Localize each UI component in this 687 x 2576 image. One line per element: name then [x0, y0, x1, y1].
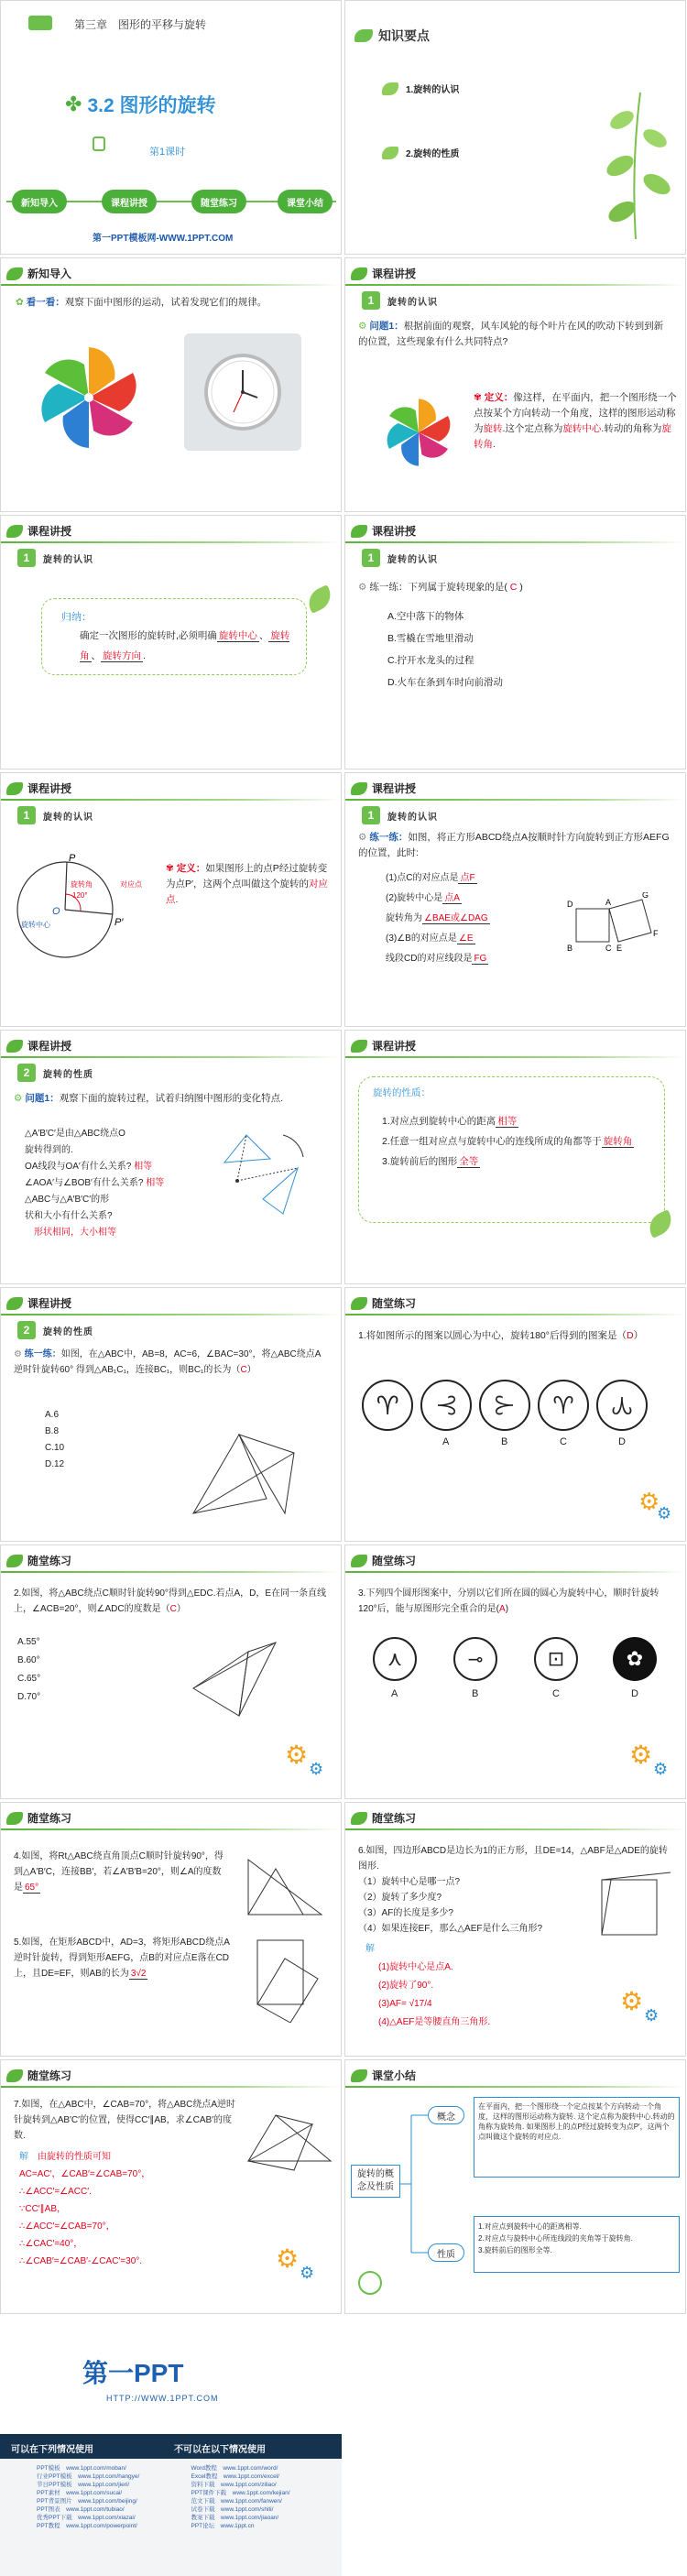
option-d[interactable]: D.70°	[17, 1692, 41, 1702]
header-divider	[1, 1828, 341, 1830]
brand-url[interactable]: HTTP://WWW.1PPT.COM	[106, 2394, 219, 2403]
section-label: 1 旋转的认识	[362, 806, 438, 824]
solution-label: 解	[19, 2152, 28, 2162]
triangle-diagram	[184, 1425, 322, 1526]
option-d[interactable]: D.12	[45, 1459, 65, 1469]
slide-links[interactable]	[0, 2459, 342, 2576]
label-p-prime: P′	[114, 917, 124, 928]
leaf-icon	[351, 1555, 367, 1567]
usage-allowed-title: 可以在下列情况使用	[11, 2445, 93, 2455]
header-divider	[345, 541, 685, 543]
leaf-icon	[351, 267, 367, 280]
answer: C	[509, 582, 518, 593]
question-1: ⚙ 问题1：观察下面的旋转过程，试着归纳图中图形的变化特点.	[14, 1093, 284, 1104]
induction-text: 确定一次图形的旋转时,必须明确 旋转中心 、 旋转角 、 旋转方向 .	[80, 630, 290, 661]
solution: 解 由旋转的性质可知 AC=AC′，∠CAB′=∠CAB=70°， ∴∠ACC′=∠ACC′. ∵CC′∥AB， ∴∠ACC′=∠CAB=70°， ∴∠CAC′=40°， ∴∠CAB′=∠CAB′-∠CAC′=30°.	[19, 2152, 151, 2266]
slide-header: 新知导入	[6, 266, 71, 281]
option-a[interactable]: A.6	[45, 1410, 60, 1420]
key-point-item[interactable]: 1.旋转的认识	[382, 82, 459, 95]
slide-induction[interactable]	[0, 515, 342, 770]
link-item[interactable]: 优秀PPT下载 www.1ppt.com/xiazai/	[37, 2515, 136, 2521]
pinwheel-bullet-icon: ✾	[474, 392, 485, 403]
gear-decoration-icon: ⚙	[653, 1760, 669, 1778]
links-list	[37, 2464, 339, 2530]
nav-bar	[6, 188, 336, 215]
option-a[interactable]: A.55°	[17, 1637, 40, 1647]
square-diagram	[563, 892, 664, 975]
section-number: 2	[17, 1064, 36, 1082]
sprout-icon	[354, 29, 373, 42]
option-d[interactable]: D.火车在条到车时向前滑动	[387, 677, 503, 688]
nav-item-practice[interactable]: 随堂练习	[191, 190, 246, 213]
exercise-question: ⚙ 练一练：如图，将正方形ABCD绕点A按顺时针方向旋转到正方形AEFG的位置，此时:	[358, 832, 670, 858]
header-divider	[345, 1828, 685, 1830]
slide-header: 课程讲授	[6, 1295, 71, 1311]
header-divider	[345, 284, 685, 286]
usage-forbidden-title: 不可以在以下情况使用	[174, 2445, 266, 2455]
gear-bullet-icon: ⚙	[358, 832, 370, 843]
logo-text: 第一PPT	[82, 2359, 184, 2387]
point-a: A	[605, 898, 612, 907]
practice-question: 6.如图，四边形ABCD是边长为1的正方形，且DE=14，△ABF是△ADE的旋转图形.	[358, 1846, 668, 1872]
chapter-title: 第三章 图形的平移与旋转	[74, 18, 207, 31]
header-divider	[1, 1314, 341, 1315]
gear-decoration-icon: ⚙	[309, 1760, 324, 1778]
gear-decoration-icon: ⚙	[644, 2006, 660, 2025]
label-angle: 旋转角	[71, 880, 93, 889]
slide-practice-7[interactable]	[0, 2059, 342, 2314]
leaf-bullet-icon	[382, 82, 398, 95]
gear-bullet-icon: ⚙	[14, 1349, 25, 1359]
label-b: B	[501, 1436, 508, 1447]
point-f: F	[653, 929, 659, 938]
pattern-option-b[interactable]: ♈	[479, 1380, 530, 1431]
label-c: C	[552, 1688, 560, 1699]
options-list	[387, 606, 503, 693]
pattern-original: ♈	[362, 1380, 413, 1431]
header-divider	[345, 799, 685, 801]
slide-properties-summary[interactable]	[344, 1030, 686, 1284]
branch-concept[interactable]: 概念	[428, 2106, 464, 2124]
option-c[interactable]: C.拧开水龙头的过程	[387, 655, 474, 666]
slide-practice-6[interactable]	[344, 1802, 686, 2057]
leaf-decoration	[304, 584, 336, 614]
slide-header: 课程讲授	[351, 780, 416, 796]
exercise-question: ⚙ 练一练：如图，在△ABC中，AB=8，AC=6，∠BAC=30°，将△ABC绕点A逆时针旋转60° 得到△AB₁C₁，连接BC₁，则BC₁的长为（C）	[14, 1349, 322, 1375]
key-points-badge: 知识要点	[354, 27, 430, 45]
slide-header: 随堂练习	[6, 1553, 71, 1568]
practice-question-5: 5.如图，在矩形ABCD中，AD=3，将矩形ABCD绕点A逆时针旋转，得到矩形AEFG，点B的对应点E落在CD上，且DE=EF，则AB的长为 3√2	[14, 1937, 230, 1979]
option-b[interactable]: B.雪橇在雪地里滑动	[387, 633, 474, 644]
leaf-icon	[6, 267, 23, 280]
gear-decoration-icon: ⚙	[620, 1987, 644, 2015]
link-item[interactable]: 节日PPT模板 www.1ppt.com/jieri/	[37, 2482, 130, 2488]
slide-intro[interactable]	[0, 257, 342, 512]
circle-option-d[interactable]: ✿	[613, 1637, 657, 1681]
option-b[interactable]: B.8	[45, 1426, 60, 1436]
answer-line: (1)点C的对应点是 点F	[386, 873, 475, 883]
leaf-icon	[6, 782, 23, 795]
property-lines: △A′B′C′是由△ABC绕点O 旋转得到的. OA线段与OA′有什么关系? 相等 ∠AOA′与∠BOB′有什么关系? 相等 △ABC与△A′B′C′的形 状和大小有什么关系? 形状相同，大小相等	[25, 1129, 165, 1238]
header-divider	[1, 799, 341, 801]
properties-box: 1.对应点到旋转中心的距离相等. 2.对应点与旋转中心所连线段的夹角等于旋转角. 3.旋转前后的图形全等.	[474, 2216, 680, 2273]
pattern-option-c[interactable]: ♈	[538, 1380, 589, 1431]
link-item[interactable]: Excel教程 www.1ppt.com/excel/	[191, 2473, 279, 2480]
clock-decoration-icon	[358, 2271, 382, 2295]
pattern-option-a[interactable]: ♈	[420, 1380, 472, 1431]
lesson-title: ✤ 3.2 图形的旋转	[65, 93, 216, 116]
nav-item-summary[interactable]: 课堂小结	[278, 190, 333, 213]
clock-image	[184, 333, 301, 451]
concept-box: 在平面内，把一个图形绕一个定点按某个方向转动一个角度，这样的图形运动称为旋转. 这个定点称为旋转中心.转动的角称为旋转角. 如果图形上的点P经过旋转变为点P′，这两个点叫做这个旋转的对应点.	[474, 2097, 680, 2178]
practice-question: 7.如图，在△ABC中，∠CAB=70°，将△ABC绕点A逆时针旋转到△AB′C′的位置，使得CC′∥AB，求∠CAB′的度数.	[14, 2100, 236, 2141]
leaf-icon	[351, 525, 367, 538]
key-point-item[interactable]: 2.旋转的性质	[382, 146, 459, 159]
properties-list: 1.对应点到旋转中心的距离 相等 2.任意一组对应点与旋转中心的连线所成的角都等于 旋转角 3.旋转前后的图形 全等	[382, 1116, 633, 1167]
gear-decoration-icon: ⚙	[638, 1488, 660, 1515]
option-c[interactable]: C.65°	[17, 1674, 41, 1684]
right-triangle-diagram	[239, 1850, 331, 1924]
leaf-icon	[6, 1812, 23, 1825]
gear-decoration-icon: ⚙	[276, 2244, 300, 2273]
option-a[interactable]: A.空中落下的物体	[387, 611, 464, 622]
sub-questions: （1）旋转中心是哪一点? （2）旋转了多少度? （3）AF的长度是多少? （4）如果连接EF，那么△AEF是什么三角形?	[358, 1877, 543, 1934]
solution-label: 解	[365, 1944, 375, 1954]
section-label: 2 旋转的性质	[17, 1321, 93, 1339]
practice-question-4: 4.如图，将Rt△ABC绕直角顶点C顺时针旋转90°，得到△A′B′C，连接BB′，若∠A′B′B=20°，则∠A的度数是 65°	[14, 1851, 224, 1893]
nav-item-intro[interactable]: 新知导入	[12, 190, 67, 213]
triangle-rotation-diagram	[219, 1126, 329, 1236]
chapter-icon	[28, 16, 52, 30]
option-c[interactable]: C.10	[45, 1443, 65, 1453]
slide-header: 随堂练习	[6, 1810, 71, 1826]
circle-option-b[interactable]: ⊸	[453, 1637, 497, 1681]
section-label: 1 旋转的认识	[17, 549, 93, 567]
link-item[interactable]: PPT模板 www.1ppt.com/moban/	[37, 2465, 126, 2472]
header-divider	[1, 1056, 341, 1058]
watermark: 第一PPT模板网-WWW.1PPT.COM	[93, 234, 234, 244]
slide-header: 随堂练习	[351, 1295, 416, 1311]
slide-header: 随堂练习	[351, 1810, 416, 1826]
link-item[interactable]: PPT论坛 www.1ppt.cn	[191, 2523, 255, 2529]
clover-icon: ✤	[65, 93, 82, 115]
section-label: 2 旋转的性质	[17, 1064, 93, 1082]
circle-option-c[interactable]: ⊡	[534, 1637, 578, 1681]
label-o: O	[52, 906, 60, 917]
mindmap-root: 旋转的概念及性质	[351, 2165, 400, 2198]
practice-question: 3.下列四个圆形图案中，分别以它们所在圆的圆心为旋转中心，顺时针旋转120°后，能与原图形完全重合的是(A)	[358, 1588, 660, 1614]
label-d: D	[631, 1688, 638, 1699]
slide-practice-3[interactable]	[344, 1545, 686, 1799]
gear-decoration-icon: ⚙	[629, 1741, 653, 1769]
brand-logo	[82, 2353, 183, 2390]
lesson-number: 第1课时	[149, 147, 186, 158]
gear-bullet-icon: ⚙	[14, 1093, 26, 1104]
label-a: A	[442, 1436, 450, 1447]
slide-header: 课程讲授	[6, 1038, 71, 1053]
section-number: 1	[17, 549, 36, 567]
leaf-icon	[351, 1812, 367, 1825]
leaf-icon	[351, 1297, 367, 1310]
gear-decoration-icon: ⚙	[657, 1504, 672, 1523]
header-divider	[1, 284, 341, 286]
triangle-diagram	[239, 2097, 340, 2179]
label-corresponding: 对应点	[120, 880, 142, 889]
leaf-icon	[6, 1555, 23, 1567]
pinwheel-image	[382, 396, 455, 469]
label-center: 旋转中心	[21, 921, 50, 929]
slide-header: 课程讲授	[351, 1038, 416, 1053]
solution: 解 (1)旋转中心是点A. (2)旋转了90°. (3)AF= √17/4 (4)△AEF是等腰直角三角形.	[365, 1940, 576, 2032]
link-item[interactable]: PPT课件下载 www.1ppt.com/kejian/	[191, 2490, 290, 2496]
point-g: G	[642, 892, 649, 900]
leaf-bullet-icon	[382, 147, 398, 159]
circle-pattern-row	[373, 1637, 666, 1710]
leaf-icon	[351, 2069, 367, 2082]
options-list	[45, 1407, 64, 1473]
link-item[interactable]: PPT素材 www.1ppt.com/sucai/	[37, 2490, 123, 2496]
slide-header: 课程讲授	[351, 523, 416, 539]
slide-header: 随堂练习	[6, 2068, 71, 2083]
practice-question: 2.如图，将△ABC绕点C顺时针旋转90°得到△EDC.若点A，D，E在同一条直线上，∠ACB=20°，则∠ADC的度数是（C）	[14, 1588, 327, 1614]
slide-exercise-triangle[interactable]	[0, 1287, 342, 1542]
leaf-icon	[351, 782, 367, 795]
pinwheel-bullet-icon: ✾	[166, 863, 177, 874]
pattern-row	[362, 1380, 673, 1453]
lock-icon	[93, 136, 105, 151]
gear-decoration-icon: ⚙	[285, 1741, 309, 1769]
definition-text: ✾ 定义：像这样，在平面内，把一个图形绕一个点按某个方向转动一个角度，这样的图形运动称为旋转.这个定点称为旋转中心.转动的角称为旋转角.	[474, 392, 677, 450]
header-divider	[345, 2086, 685, 2088]
slide-header: 课堂小结	[351, 2068, 416, 2083]
option-b[interactable]: B.60°	[17, 1655, 40, 1665]
section-label: 1 旋转的认识	[17, 806, 93, 824]
properties-label: 旋转的性质：	[373, 1087, 431, 1098]
square-diagram	[593, 1867, 675, 1949]
slide-properties-question[interactable]	[0, 1030, 342, 1284]
eye-icon: ✿	[16, 297, 27, 308]
slide-summary[interactable]	[344, 2059, 686, 2314]
header-divider	[345, 1571, 685, 1573]
slide-header: 课程讲授	[6, 523, 71, 539]
slide-practice-1[interactable]	[344, 1287, 686, 1542]
slide-header: 课程讲授	[351, 266, 416, 281]
pattern-option-d[interactable]: ♈	[596, 1380, 648, 1431]
link-item[interactable]: PPT教程 www.1ppt.com/powerpoint/	[37, 2523, 137, 2529]
slide-header: 随堂练习	[351, 1553, 416, 1568]
rectangle-diagram	[248, 1931, 331, 2023]
answer-line: (3)∠B的对应点是 ∠E	[386, 933, 474, 944]
slide-corresponding-points[interactable]	[0, 772, 342, 1027]
point-d: D	[567, 900, 573, 909]
gear-bullet-icon: ⚙	[358, 582, 370, 593]
induction-label: 归纳：	[61, 612, 92, 623]
header-divider	[1, 2086, 341, 2088]
plant-decoration	[594, 83, 677, 239]
slide-exercise-square[interactable]	[344, 772, 686, 1027]
gear-bullet-icon: ⚙	[358, 321, 370, 332]
slide-header: 课程讲授	[6, 780, 71, 796]
header-divider	[345, 1314, 685, 1315]
section-number: 1	[362, 549, 380, 567]
link-item[interactable]: 范文下载 www.1ppt.com/fanwen/	[191, 2498, 282, 2505]
circle-option-a[interactable]: ⋏	[373, 1637, 417, 1681]
section-number: 1	[362, 806, 380, 824]
answer-line: 旋转角为 ∠BAE或∠DAG	[386, 913, 488, 923]
label-p: P	[69, 853, 76, 864]
look-prompt: ✿ 看一看：观察下面中图形的运动，试着发现它们的规律。	[16, 297, 267, 308]
leaf-icon	[6, 2069, 23, 2082]
header-divider	[1, 1571, 341, 1573]
link-item[interactable]: 教案下载 www.1ppt.com/jiaoan/	[191, 2515, 279, 2521]
point-c: C	[605, 944, 612, 953]
answer-line: 线段CD的对应线段是 FG	[386, 954, 487, 964]
link-item[interactable]: 资料下载 www.1ppt.com/ziliao/	[191, 2482, 277, 2488]
options-list	[17, 1633, 40, 1707]
link-item[interactable]: PPT图表 www.1ppt.com/tubiao/	[37, 2506, 125, 2513]
link-item[interactable]: 试卷下载 www.1ppt.com/shiti/	[191, 2506, 274, 2513]
slide-practice-4-5[interactable]	[0, 1802, 342, 2057]
answer-line: (2)旋转中心是 点A	[386, 893, 460, 903]
slide-key-points[interactable]	[344, 0, 686, 255]
practice-question: 1.将如图所示的图案以圆心为中心，旋转180°后得到的图案是（D）	[358, 1330, 644, 1341]
slide-definition[interactable]	[344, 257, 686, 512]
triangle-diagram	[184, 1633, 294, 1734]
leaf-icon	[6, 1040, 23, 1053]
label-c: C	[560, 1436, 567, 1447]
question-1: ⚙ 问题1：根据前面的观察，风车风轮的每个叶片在风的吹动下转到到新的位置，这些现象有什么共同特点?	[358, 321, 664, 347]
section-label: 1 旋转的认识	[362, 549, 438, 567]
slide-cover[interactable]	[0, 0, 342, 255]
leaf-icon	[351, 1040, 367, 1053]
slide-practice-2[interactable]	[0, 1545, 342, 1799]
label-d: D	[618, 1436, 626, 1447]
definition-text: ✾ 定义：如果图形上的点P经过旋转变为点P′，这两个点叫做这个旋转的对应点.	[166, 863, 328, 905]
point-e: E	[616, 944, 623, 953]
section-number: 2	[17, 1321, 36, 1339]
rotation-diagram	[10, 850, 166, 969]
label-a: A	[391, 1688, 398, 1699]
section-label: 1 旋转的认识	[362, 291, 438, 310]
gear-decoration-icon: ⚙	[300, 2264, 315, 2282]
label-degree: 120°	[72, 891, 88, 900]
slide-exercise-1[interactable]	[344, 515, 686, 770]
header-divider	[345, 1056, 685, 1058]
exercise-question: ⚙ 练一练：下列属于旋转现象的是( C )	[358, 582, 523, 593]
label-b: B	[472, 1688, 479, 1699]
mindmap-connector	[400, 2106, 428, 2262]
section-number: 1	[362, 291, 380, 310]
branch-properties[interactable]: 性质	[428, 2243, 464, 2262]
point-b: B	[567, 944, 573, 953]
link-item[interactable]: PPT背景图片 www.1ppt.com/beijing/	[37, 2498, 137, 2505]
pinwheel-image	[34, 343, 144, 453]
leaf-icon	[6, 525, 23, 538]
nav-item-lecture[interactable]: 课程讲授	[102, 190, 157, 213]
clock-icon	[202, 352, 283, 432]
leaf-icon	[6, 1297, 23, 1310]
section-number: 1	[17, 806, 36, 824]
link-item[interactable]: Word教程 www.1ppt.com/word/	[191, 2465, 278, 2472]
header-divider	[1, 541, 341, 543]
link-item[interactable]: 行业PPT模板 www.1ppt.com/hangye/	[37, 2473, 140, 2480]
answers-list	[386, 868, 490, 969]
